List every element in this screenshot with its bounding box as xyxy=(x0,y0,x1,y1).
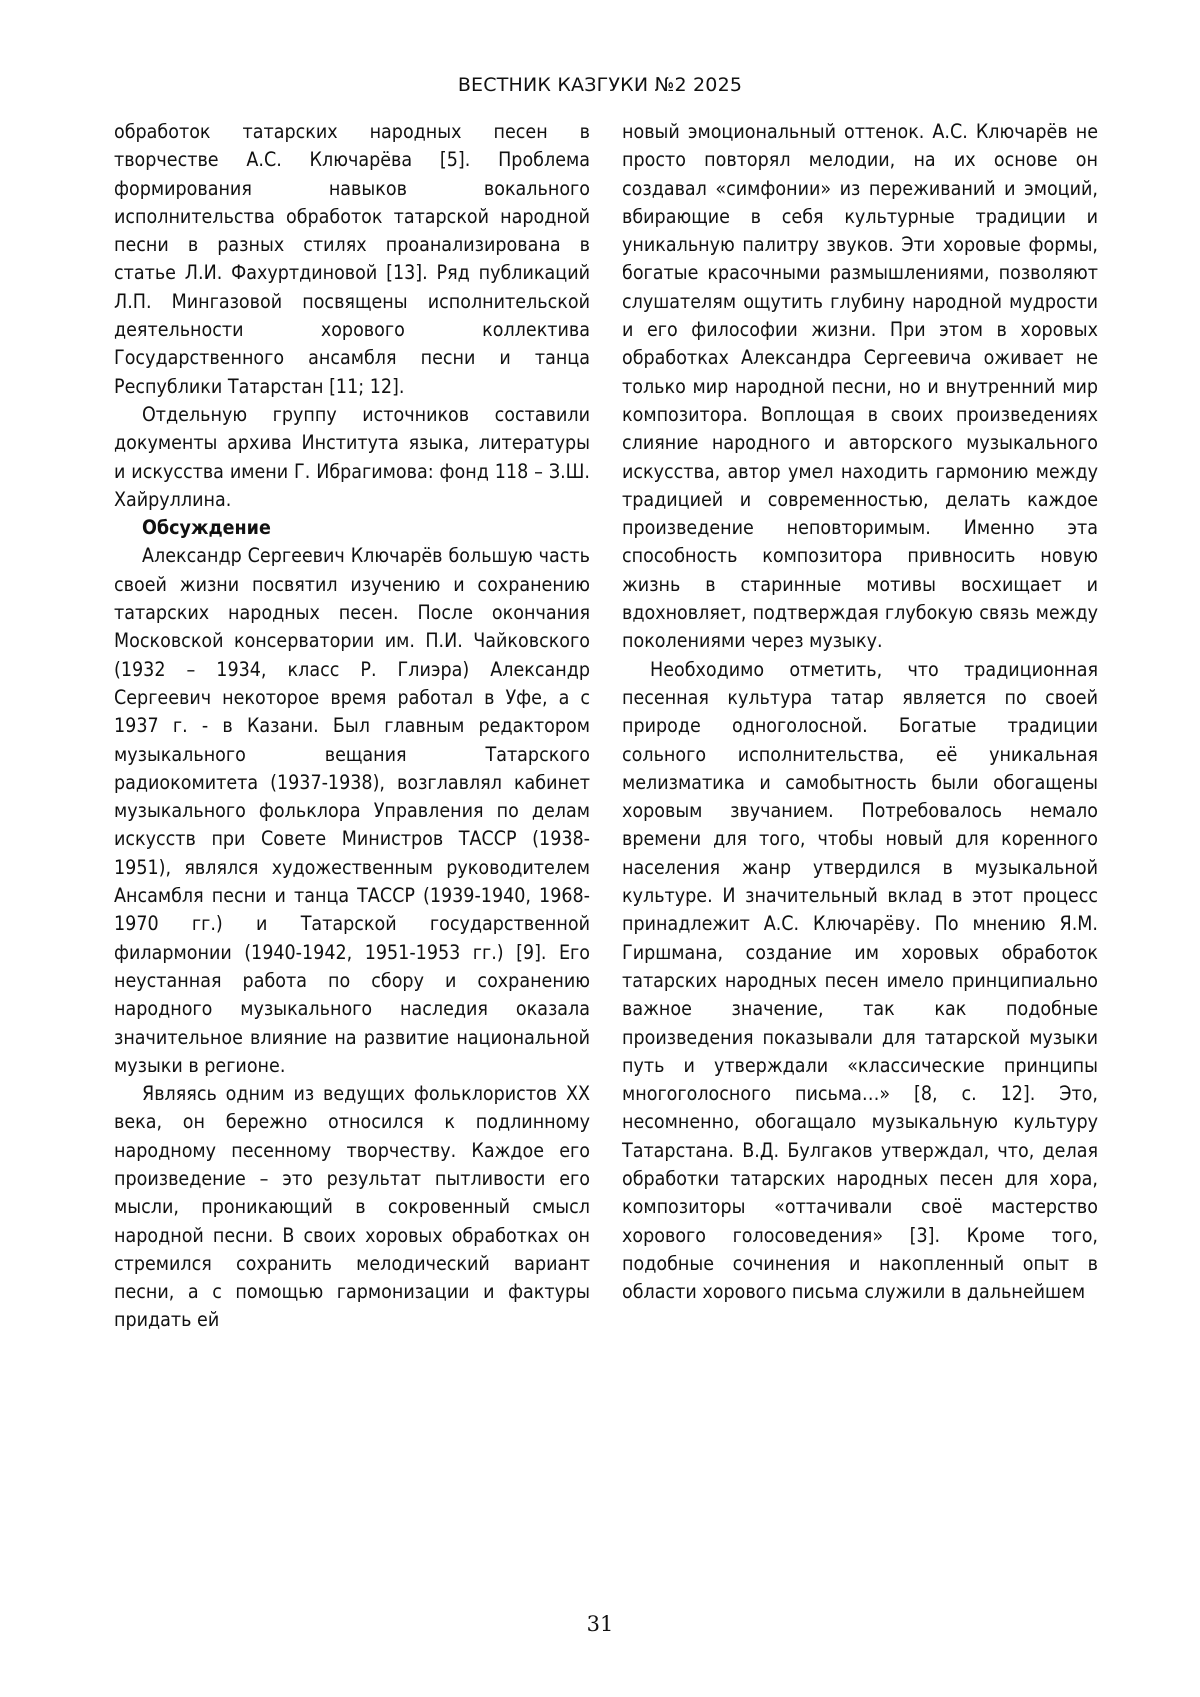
section-heading: Обсуждение xyxy=(142,516,271,540)
page-number: 31 xyxy=(586,1612,614,1636)
paragraph: Необходимо отметить, что традиционная песенная культура татар является по своей природе одноголосной. Богатые традиции сольного исполнительства, её уникальная мелизматика и самобытность были обогащены хоровым звучанием. Потребовалось немало времени для того, чтобы новый для коренного населения жанр утвердился в музыкальной культуре. И значительный вклад в этот процесс принадлежит А.С. Ключарёву. По мнению Я.М. Гиршмана, создание им хоровых обработок татарских народных песен имело принципиально важное значение, так как подобные произведения показывали для татарской музыки путь и утверждали «классические принципы многоголосного письма…» [8, с. 12]. Это, несомненно, обогащало музыкальную культуру Татарстана. В.Д. Булгаков утверждал, что, делая обработки татарских народных песен для хора, композиторы «оттачивали своё мастерство хорового голосоведения» [3]. Кроме того, подобные сочинения и накопленный опыт в области хорового письма служили в дальнейшем xyxy=(622,657,1098,1304)
right-column xyxy=(622,118,1098,1306)
paragraph: Являясь одним из ведущих фольклористов XX века, он бережно относился к подлинному народному песенному творчеству. Каждое его произведение – это результат пытливости его мысли, проникающий в сокровенный смысл народной песни. В своих хоровых обработках он стремился сохранить мелодический вариант песни, а с помощью гармонизации и фактуры придать ей xyxy=(114,1082,590,1332)
text-columns xyxy=(114,118,1096,1588)
left-column xyxy=(114,118,590,1335)
paragraph: Александр Сергеевич Ключарёв большую часть своей жизни посвятил изучению и сохранению татарских народных песен. После окончания Московской консерватории им. П.И. Чайковского (1932 – 1934, класс Р. Глиэра) Александр Сергеевич некоторое время работал в Уфе, а с 1937 г. - в Казани. Был главным редактором музыкального вещания Татарского радиокомитета (1937-1938), возглавлял кабинет музыкального фольклора Управления по делам искусств при Совете Министров ТАССР (1938-1951), являлся художественным руководителем Ансамбля песни и танца ТАССР (1939-1940, 1968-1970 гг.) и Татарской государственной филармонии (1940-1942, 1951-1953 гг.) [9]. Его неустанная работа по сбору и сохранению народного музыкального наследия оказала значительное влияние на развитие национальной музыки в регионе. xyxy=(114,544,590,1077)
journal-header: ВЕСТНИК КАЗГУКИ №2 2025 xyxy=(457,74,743,96)
paragraph-continuation: новый эмоциональный оттенок. А.С. Ключарёв не просто повторял мелодии, на их основе он создавал «симфонии» из переживаний и эмоций, вбирающие в себя культурные традиции и уникальную палитру звуков. Эти хоровые формы, богатые красочными размышлениями, позволяют слушателям ощутить глубину народной мудрости и его философии жизни. При этом в хоровых обработках Александра Сергеевича оживает не только мир народной песни, но и внутренний мир композитора. Воплощая в своих произведениях слияние народного и авторского музыкального искусства, автор умел находить гармонию между традицией и современностью, делать каждое произведение неповторимым. Именно эта способность композитора привносить новую жизнь в старинные мотивы восхищает и вдохновляет, подтверждая глубокую связь между поколениями через музыку. xyxy=(622,120,1098,653)
paragraph-continuation: обработок татарских народных песен в творчестве А.С. Ключарёва [5]. Проблема формирования навыков вокального исполнительства обработок татарской народной песни в разных стилях проанализирована в статье Л.И. Фахуртдиновой [13]. Ряд публикаций Л.П. Мингазовой посвящены исполнительской деятельности хорового коллектива Государственного ансамбля песни и танца Республики Татарстан [11; 12]. xyxy=(114,120,590,398)
paragraph: Отдельную группу источников составили документы архива Института языка, литературы и искусства имени Г. Ибрагимова: фонд 118 – З.Ш. Хайруллина. xyxy=(114,402,590,511)
